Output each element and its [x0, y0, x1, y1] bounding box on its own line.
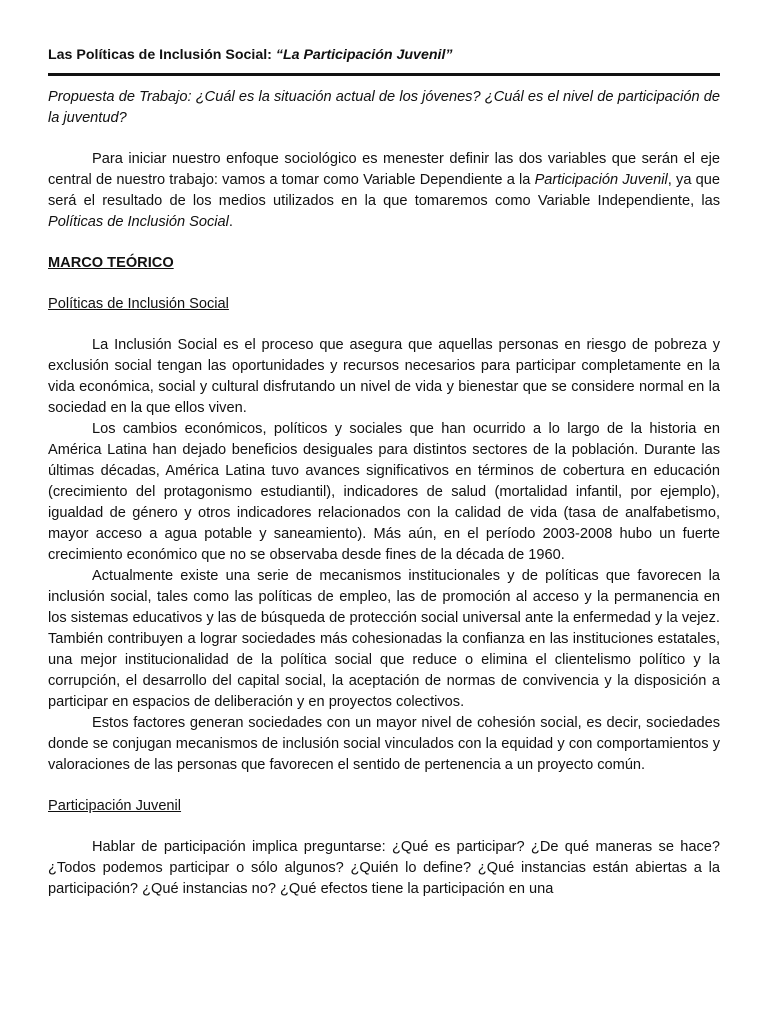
intro-italic-2: Políticas de Inclusión Social	[48, 214, 229, 230]
intro-text-3: .	[228, 214, 233, 230]
participation-paragraph-1: Hablar de participación implica preguntarse: ¿Qué es participar? ¿De qué maneras se hace? ¿Todos podemos participar o sólo algunos? ¿Quién lo define? ¿Qué instancias están abiertas a la participación? ¿Qué instancias no? ¿Qué efectos tiene la participación en una	[48, 839, 720, 897]
page-header	[48, 44, 720, 66]
intro-text-2: , ya que será el resultado de los medios utilizados en la que tomaremos como Variable Independiente, las	[48, 172, 720, 209]
intro-text-1: Para iniciar nuestro enfoque sociológico es menester definir las dos variables que serán el eje central de nuestro trabajo: vamos a tomar como Variable Dependiente a la	[48, 151, 720, 188]
section-title: MARCO TEÓRICO	[48, 255, 174, 271]
subsection-title-inclusion: Políticas de Inclusión Social	[48, 296, 229, 312]
intro-paragraph	[48, 149, 720, 233]
header-title: Las Políticas de Inclusión Social:	[48, 47, 272, 63]
inclusion-paragraph-2: Los cambios económicos, políticos y sociales que han ocurrido a lo largo de la historia en América Latina han dejado beneficios desiguales para distintos sectores de la población. Durante las últimas décadas, América Latina tuvo avances significativos en términos de cobertura en educación (crecimiento del protagonismo estudiantil), indicadores de salud (mortalidad infantil, por ejemplo), igualdad de género y otros indicadores relacionados con la calidad de vida (tasa de analfabetismo, mayor acceso a agua potable y saneamiento). Más aún, en el período 2003-2008 hubo un fuerte crecimiento económico que no se observaba desde fines de la década de 1960.	[48, 421, 720, 563]
inclusion-paragraph-3: Actualmente existe una serie de mecanismos institucionales y de políticas que favorecen la inclusión social, tales como las políticas de empleo, las de promoción al acceso y la permanencia en los sistemas educativos y las de búsqueda de protección social universal ante la enfermedad y la vejez. También contribuyen a lograr sociedades más cohesionadas la confianza en las instituciones estatales, una mejor institucionalidad de la política social que reduce o elimina el clientelismo político y la corrupción, el desarrollo del capital social, la aceptación de normas de convivencia y la disposición a participar en espacios de deliberación y en proyectos colectivos.	[48, 568, 720, 710]
intro-italic-1: Participación Juvenil	[534, 172, 668, 188]
document-body	[48, 87, 720, 900]
header-subtitle: “La Participación Juvenil”	[275, 47, 453, 63]
subsection-title-participation: Participación Juvenil	[48, 798, 182, 814]
inclusion-paragraph-4: Estos factores generan sociedades con un mayor nivel de cohesión social, es decir, sociedades donde se conjugan mecanismos de inclusión social vinculados con la equidad y con comportamientos y valoraciones de las personas que favorecen el sentido de pertenencia a un proyecto común.	[48, 715, 720, 773]
inclusion-paragraph-1: La Inclusión Social es el proceso que asegura que aquellas personas en riesgo de pobreza y exclusión social tengan las oportunidades y recursos necesarios para participar completamente en la vida económica, social y cultural disfrutando un nivel de vida y bienestar que se considere normal en la sociedad en la que ellos viven.	[48, 337, 720, 416]
work-proposal: Propuesta de Trabajo: ¿Cuál es la situación actual de los jóvenes? ¿Cuál es el nivel de participación de la juventud?	[48, 89, 720, 126]
header-rule	[48, 73, 720, 76]
